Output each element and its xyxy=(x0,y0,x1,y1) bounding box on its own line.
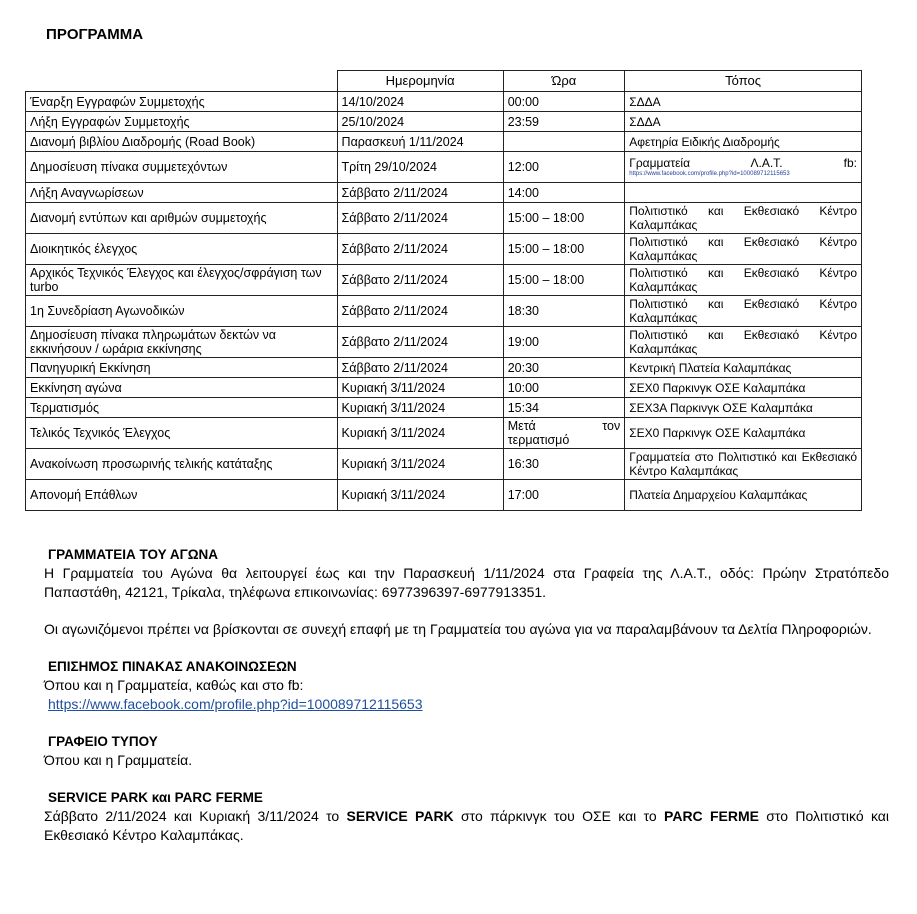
table-row xyxy=(26,378,862,398)
time-cell: 15:00 – 18:00 xyxy=(503,234,625,265)
event-cell: Δημοσίευση πίνακα πληρωμάτων δεκτών να εκκινήσουν / ωράρια εκκίνησης xyxy=(26,327,338,358)
date-cell: Σάββατο 2/11/2024 xyxy=(337,265,503,296)
time-cell: 16:30 xyxy=(503,449,625,480)
service-text-part: στο πάρκινγκ του ΟΣΕ και το xyxy=(453,808,665,824)
date-cell: 14/10/2024 xyxy=(337,92,503,112)
event-cell: Λήξη Αναγνωρίσεων xyxy=(26,183,338,203)
secretariat-text: Η Γραμματεία του Αγώνα θα λειτουργεί έως και την Παρασκευή 1/11/2024 στα Γραφεία της Λ.Α.Τ., οδός: Πρώην Στρατόπεδο Παπαστάθη, 42121, Τρίκαλα, τηλέφωνα επικοινωνίας: 6977396397-6977913351. xyxy=(44,565,889,600)
table-row xyxy=(26,112,862,132)
table-row xyxy=(26,480,862,511)
event-cell: Έναρξη Εγγραφών Συμμετοχής xyxy=(26,92,338,112)
place-cell: Πολιτιστικό και Εκθεσιακό Κέντρο Καλαμπάκας xyxy=(625,203,862,234)
press-text: Όπου και η Γραμματεία. xyxy=(44,752,193,768)
date-cell: Τρίτη 29/10/2024 xyxy=(337,152,503,183)
event-cell: Λήξη Εγγραφών Συμμετοχής xyxy=(26,112,338,132)
noticeboard-link[interactable]: https://www.facebook.com/profile.php?id=100089712115653 xyxy=(48,696,423,712)
event-cell: 1η Συνεδρίαση Αγωνοδικών xyxy=(26,296,338,327)
time-cell: 10:00 xyxy=(503,378,625,398)
time-cell: Μετά τον τερματισμό xyxy=(503,418,625,449)
place-cell xyxy=(625,152,862,183)
time-cell: 15:34 xyxy=(503,398,625,418)
time-cell: 19:00 xyxy=(503,327,625,358)
event-cell: Δημοσίευση πίνακα συμμετεχόντων xyxy=(26,152,338,183)
event-cell: Εκκίνηση αγώνα xyxy=(26,378,338,398)
date-cell: Σάββατο 2/11/2024 xyxy=(337,203,503,234)
place-cell: Αφετηρία Ειδικής Διαδρομής xyxy=(625,132,862,152)
date-cell: Κυριακή 3/11/2024 xyxy=(337,418,503,449)
date-cell: 25/10/2024 xyxy=(337,112,503,132)
place-cell: Πολιτιστικό και Εκθεσιακό Κέντρο Καλαμπάκας xyxy=(625,234,862,265)
page-title: ΠΡΟΓΡΑΜΜΑ xyxy=(46,26,144,43)
date-cell: Κυριακή 3/11/2024 xyxy=(337,378,503,398)
time-cell: 15:00 – 18:00 xyxy=(503,265,625,296)
time-cell: 18:30 xyxy=(503,296,625,327)
event-cell: Τελικός Τεχνικός Έλεγχος xyxy=(26,418,338,449)
service-title: SERVICE PARK και PARC FERME xyxy=(48,790,263,805)
place-cell: ΣΕΧ3Α Παρκινγκ ΟΣΕ Καλαμπάκα xyxy=(625,398,862,418)
event-cell: Ανακοίνωση προσωρινής τελικής κατάταξης xyxy=(26,449,338,480)
date-cell: Σάββατο 2/11/2024 xyxy=(337,234,503,265)
table-row xyxy=(26,152,862,183)
noticeboard-title: ΕΠΙΣΗΜΟΣ ΠΙΝΑΚΑΣ ΑΝΑΚΟΙΝΩΣΕΩΝ xyxy=(48,659,297,674)
table-row xyxy=(26,449,862,480)
service-text-part: στο Πολιτιστικό και Εκθεσιακό Κέντρο Καλαμπάκας. xyxy=(44,808,889,843)
table-row xyxy=(26,92,862,112)
parc-ferme-label: PARC FERME xyxy=(664,808,759,824)
table-row xyxy=(26,132,862,152)
place-cell: Γραμματεία στο Πολιτιστικό και Εκθεσιακό Κέντρο Καλαμπάκας xyxy=(625,449,862,480)
noticeboard-text: Όπου και η Γραμματεία, καθώς και στο fb: xyxy=(44,677,304,693)
table-row xyxy=(26,398,862,418)
table-row xyxy=(26,418,862,449)
place-cell: Πολιτιστικό και Εκθεσιακό Κέντρο Καλαμπάκας xyxy=(625,327,862,358)
event-cell: Πανηγυρική Εκκίνηση xyxy=(26,358,338,378)
secretariat-contact-note: Οι αγωνιζόμενοι πρέπει να βρίσκονται σε συνεχή επαφή με τη Γραμματεία του αγώνα για να παραλαμβάνουν τα Δελτία Πληροφοριών. xyxy=(44,621,872,637)
event-cell: Αρχικός Τεχνικός Έλεγχος και έλεγχος/σφράγιση των turbo xyxy=(26,265,338,296)
place-cell: Κεντρική Πλατεία Καλαμπάκας xyxy=(625,358,862,378)
place-cell: Πλατεία Δημαρχείου Καλαμπάκας xyxy=(625,480,862,511)
event-cell: Διοικητικός έλεγχος xyxy=(26,234,338,265)
event-cell: Τερματισμός xyxy=(26,398,338,418)
time-cell: 20:30 xyxy=(503,358,625,378)
facebook-link[interactable]: https://www.facebook.com/profile.php?id=100089712115653 xyxy=(629,171,790,177)
time-cell: 14:00 xyxy=(503,183,625,203)
time-cell xyxy=(503,132,625,152)
date-cell: Σάββατο 2/11/2024 xyxy=(337,327,503,358)
place-cell xyxy=(625,183,862,203)
time-cell: 17:00 xyxy=(503,480,625,511)
time-cell: 12:00 xyxy=(503,152,625,183)
time-cell: 23:59 xyxy=(503,112,625,132)
date-cell: Σάββατο 2/11/2024 xyxy=(337,296,503,327)
place-cell: Πολιτιστικό και Εκθεσιακό Κέντρο Καλαμπάκας xyxy=(625,265,862,296)
table-row xyxy=(26,234,862,265)
table-row xyxy=(26,265,862,296)
place-text: Γραμματεία Λ.Α.Τ. fb: xyxy=(629,156,857,170)
press-title: ΓΡΑΦΕΙΟ ΤΥΠΟΥ xyxy=(48,734,158,749)
date-cell: Κυριακή 3/11/2024 xyxy=(337,398,503,418)
date-cell: Κυριακή 3/11/2024 xyxy=(337,480,503,511)
header-time: Ώρα xyxy=(503,71,625,92)
schedule-table xyxy=(25,70,862,511)
place-cell: ΣΔΔΑ xyxy=(625,92,862,112)
place-cell: ΣΕΧ0 Παρκινγκ ΟΣΕ Καλαμπάκα xyxy=(625,418,862,449)
time-cell: 15:00 – 18:00 xyxy=(503,203,625,234)
table-row xyxy=(26,203,862,234)
secretariat-title: ΓΡΑΜΜΑΤΕΙΑ ΤΟΥ ΑΓΩΝΑ xyxy=(48,547,219,562)
date-cell: Κυριακή 3/11/2024 xyxy=(337,449,503,480)
place-cell: Πολιτιστικό και Εκθεσιακό Κέντρο Καλαμπάκας xyxy=(625,296,862,327)
event-cell: Διανομή εντύπων και αριθμών συμμετοχής xyxy=(26,203,338,234)
place-cell: ΣΔΔΑ xyxy=(625,112,862,132)
event-cell: Διανομή βιβλίου Διαδρομής (Road Book) xyxy=(26,132,338,152)
table-row xyxy=(26,183,862,203)
service-text xyxy=(44,807,889,845)
date-cell: Σάββατο 2/11/2024 xyxy=(337,358,503,378)
service-text-part: Σάββατο 2/11/2024 και Κυριακή 3/11/2024 το xyxy=(44,808,347,824)
info-sections xyxy=(44,545,889,845)
date-cell: Σάββατο 2/11/2024 xyxy=(337,183,503,203)
place-cell: ΣΕΧ0 Παρκινγκ ΟΣΕ Καλαμπάκα xyxy=(625,378,862,398)
header-blank xyxy=(26,71,338,92)
header-place: Τόπος xyxy=(625,71,862,92)
date-cell: Παρασκευή 1/11/2024 xyxy=(337,132,503,152)
event-cell: Απονομή Επάθλων xyxy=(26,480,338,511)
header-date: Ημερομηνία xyxy=(337,71,503,92)
service-park-label: SERVICE PARK xyxy=(346,808,454,824)
time-cell: 00:00 xyxy=(503,92,625,112)
table-row xyxy=(26,327,862,358)
table-row xyxy=(26,358,862,378)
table-header-row xyxy=(26,71,862,92)
table-row xyxy=(26,296,862,327)
